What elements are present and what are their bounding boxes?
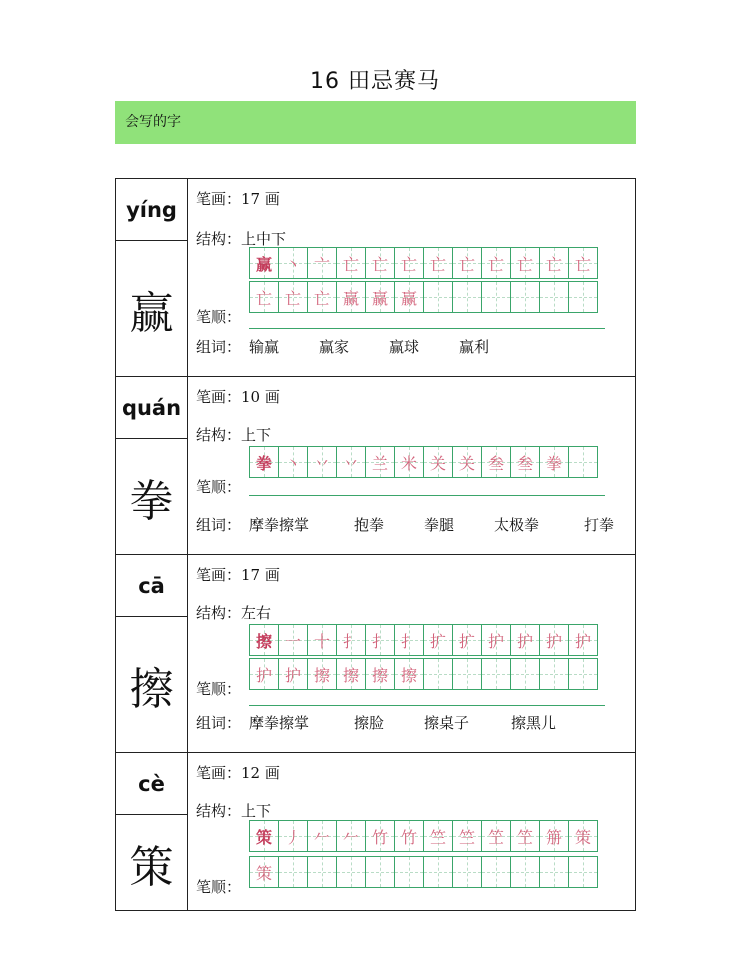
stroke-count-label: 笔画： [196, 566, 242, 584]
stroke-count-label: 笔画： [196, 764, 242, 782]
stroke-step-cell [337, 625, 366, 655]
stroke-step-glyph: 十 [313, 631, 330, 651]
stroke-step-glyph: 叁 [516, 453, 533, 473]
stroke-step-glyph: 竺 [458, 827, 475, 847]
pinyin: quán [116, 377, 187, 439]
stroke-step-cell [569, 625, 598, 655]
stroke-step-glyph: 竹 [371, 827, 388, 847]
stroke-step-glyph: 擦 [371, 665, 388, 685]
word-list-label: 组词： [196, 714, 242, 732]
stroke-step-cell [540, 248, 569, 278]
section-header [115, 101, 636, 144]
pinyin: cè [116, 753, 187, 815]
stroke-step-cell [569, 282, 598, 312]
stroke-order-grid [249, 856, 598, 888]
stroke-step-cell [511, 821, 540, 851]
stroke-step-cell [511, 447, 540, 477]
stroke-step-cell [540, 857, 569, 887]
stroke-step-cell [308, 821, 337, 851]
stroke-step-glyph: 笧 [545, 827, 562, 847]
stroke-step-cell [453, 659, 482, 689]
stroke-order-label-line-label: 笔顺： [196, 308, 242, 326]
stroke-step-cell [279, 447, 308, 477]
stroke-step-cell [366, 857, 395, 887]
stroke-order-label-line-label: 笔顺： [196, 478, 242, 496]
stroke-step-glyph: 亡 [429, 254, 446, 274]
stroke-step-cell [395, 821, 424, 851]
section-label: 会写的字 [125, 114, 181, 130]
stroke-count-value: 12 画 [241, 764, 280, 782]
structure-label: 结构： [196, 802, 242, 820]
stroke-step-cell [453, 625, 482, 655]
word-item: 赢球 [389, 338, 420, 356]
stroke-step-cell [279, 248, 308, 278]
stroke-step-glyph: 策 [255, 863, 272, 883]
structure [196, 602, 271, 623]
stroke-step-cell [279, 857, 308, 887]
stroke-step-cell [250, 248, 279, 278]
structure-label: 结构： [196, 604, 242, 622]
stroke-step-glyph: 𠂉 [313, 827, 330, 847]
stroke-step-cell [395, 447, 424, 477]
stroke-order-label-line [196, 876, 241, 897]
stroke-step-cell [453, 248, 482, 278]
stroke-count-label: 笔画： [196, 388, 242, 406]
stroke-step-cell [569, 659, 598, 689]
word-item: 赢利 [459, 338, 490, 356]
stroke-count-value: 17 画 [241, 566, 280, 584]
stroke-step-glyph: 笁 [487, 827, 504, 847]
stroke-order-label-line-label: 笔顺： [196, 878, 242, 896]
character-details [188, 555, 635, 752]
stroke-step-glyph: 擦 [400, 665, 417, 685]
stroke-order-grid [249, 446, 598, 478]
stroke-step-glyph: 护 [574, 631, 591, 651]
stroke-step-cell [308, 857, 337, 887]
stroke-step-cell [424, 857, 453, 887]
stroke-step-glyph: 扌 [342, 631, 359, 651]
stroke-order-grid [249, 624, 598, 656]
stroke-order-label-line [196, 476, 241, 497]
stroke-step-cell [511, 659, 540, 689]
word-list-label: 组词： [196, 516, 242, 534]
page-title: 16 田忌赛马 [310, 69, 440, 94]
word-item: 抱拳 [354, 516, 385, 534]
stroke-count [196, 188, 280, 209]
stroke-order-grid [249, 658, 598, 690]
stroke-order-grid [249, 820, 598, 852]
stroke-step-cell [250, 857, 279, 887]
stroke-count [196, 762, 280, 783]
stroke-order-label-line [196, 306, 241, 327]
stroke-step-cell [308, 282, 337, 312]
stroke-step-cell [540, 447, 569, 477]
character-column [116, 753, 188, 910]
character-details [188, 753, 635, 910]
stroke-step-cell [511, 857, 540, 887]
word-item: 输赢 [249, 338, 280, 356]
stroke-count-label: 笔画： [196, 190, 242, 208]
word-item: 摩拳擦掌 [249, 714, 310, 732]
stroke-step-glyph: 策 [574, 827, 591, 847]
stroke-step-glyph: 丶 [284, 453, 301, 473]
character-column [116, 179, 188, 376]
word-item: 擦脸 [354, 714, 385, 732]
stroke-step-glyph: 叁 [487, 453, 504, 473]
character-entry [116, 179, 635, 377]
stroke-step-cell [424, 248, 453, 278]
stroke-step-cell [540, 282, 569, 312]
stroke-step-glyph: 丶 [284, 254, 301, 274]
structure [196, 800, 271, 821]
word-list [196, 336, 490, 357]
structure [196, 228, 286, 249]
stroke-step-cell [424, 625, 453, 655]
stroke-step-cell [511, 625, 540, 655]
stroke-step-glyph: 丷 [313, 453, 330, 473]
stroke-step-glyph: 护 [545, 631, 562, 651]
stroke-step-cell [337, 248, 366, 278]
structure-label: 结构： [196, 426, 242, 444]
stroke-step-glyph: 擦 [313, 665, 330, 685]
stroke-step-cell [366, 248, 395, 278]
stroke-step-glyph: 赢 [371, 288, 388, 308]
structure [196, 424, 271, 445]
stroke-order-label-line [196, 678, 241, 699]
stroke-step-cell [424, 659, 453, 689]
stroke-step-cell [511, 248, 540, 278]
stroke-step-glyph: 赢 [255, 254, 272, 274]
model-character: 赢 [129, 287, 174, 339]
stroke-step-glyph: 护 [284, 665, 301, 685]
stroke-step-glyph: 赢 [342, 288, 359, 308]
stroke-step-glyph: 关 [458, 453, 475, 473]
word-item: 擦桌子 [424, 714, 470, 732]
character-sheet [115, 178, 636, 911]
stroke-step-cell [569, 857, 598, 887]
character-entry [116, 377, 635, 555]
stroke-step-cell [453, 447, 482, 477]
stroke-step-cell [308, 659, 337, 689]
model-character: 拳 [129, 475, 174, 527]
stroke-step-glyph: 亡 [574, 254, 591, 274]
character-entry [116, 753, 635, 911]
grid-baseline [249, 495, 605, 496]
pinyin: yíng [116, 179, 187, 241]
stroke-step-cell [569, 447, 598, 477]
stroke-step-glyph: 丿 [284, 827, 301, 847]
stroke-step-cell [540, 659, 569, 689]
stroke-step-cell [366, 659, 395, 689]
stroke-step-glyph: 护 [516, 631, 533, 651]
stroke-step-cell [250, 821, 279, 851]
stroke-step-cell [337, 447, 366, 477]
stroke-step-cell [482, 625, 511, 655]
stroke-step-glyph: 亡 [284, 288, 301, 308]
structure-value: 上下 [241, 426, 272, 444]
stroke-step-glyph: 亡 [371, 254, 388, 274]
stroke-step-glyph: 𠂉 [342, 827, 359, 847]
stroke-step-cell [366, 282, 395, 312]
stroke-count-value: 10 画 [241, 388, 280, 406]
word-item: 太极拳 [494, 516, 540, 534]
stroke-step-glyph: 关 [429, 453, 446, 473]
model-character: 策 [129, 841, 174, 893]
stroke-step-glyph: 擦 [342, 665, 359, 685]
stroke-step-glyph: 扌 [400, 631, 417, 651]
stroke-step-glyph: 亡 [400, 254, 417, 274]
stroke-count-value: 17 画 [241, 190, 280, 208]
stroke-step-glyph: 竹 [400, 827, 417, 847]
stroke-step-glyph: 赢 [400, 288, 417, 308]
stroke-step-cell [482, 248, 511, 278]
stroke-step-glyph: 丷 [342, 453, 359, 473]
stroke-step-glyph: 扩 [429, 631, 446, 651]
stroke-step-cell [569, 821, 598, 851]
stroke-step-glyph: 亡 [545, 254, 562, 274]
stroke-step-glyph: 亡 [487, 254, 504, 274]
stroke-step-cell [366, 625, 395, 655]
stroke-step-cell [279, 821, 308, 851]
character-entry [116, 555, 635, 753]
word-item: 摩拳擦掌 [249, 516, 310, 534]
stroke-step-cell [395, 282, 424, 312]
stroke-step-cell [250, 625, 279, 655]
stroke-step-cell [453, 857, 482, 887]
structure-label: 结构： [196, 230, 242, 248]
word-item: 擦黑儿 [511, 714, 557, 732]
character-column [116, 555, 188, 752]
stroke-step-cell [308, 447, 337, 477]
stroke-step-glyph: 笁 [516, 827, 533, 847]
word-list [196, 712, 557, 733]
stroke-step-cell [482, 282, 511, 312]
character-column [116, 377, 188, 554]
structure-value: 上中下 [241, 230, 287, 248]
stroke-step-glyph: 擦 [255, 631, 272, 651]
stroke-step-glyph: 兰 [371, 453, 388, 473]
stroke-step-cell [366, 821, 395, 851]
stroke-step-cell [482, 857, 511, 887]
stroke-count [196, 386, 280, 407]
stroke-step-glyph: 亡 [342, 254, 359, 274]
stroke-step-cell [279, 659, 308, 689]
stroke-order-grid [249, 247, 598, 279]
stroke-step-cell [250, 659, 279, 689]
stroke-step-cell [337, 282, 366, 312]
stroke-step-glyph: 扌 [371, 631, 388, 651]
stroke-step-glyph: 亡 [255, 288, 272, 308]
stroke-step-glyph: 拳 [545, 453, 562, 473]
stroke-step-cell [395, 625, 424, 655]
grid-baseline [249, 328, 605, 329]
stroke-step-cell [424, 282, 453, 312]
stroke-step-cell [395, 659, 424, 689]
stroke-step-cell [453, 282, 482, 312]
stroke-step-cell [366, 447, 395, 477]
structure-value: 上下 [241, 802, 272, 820]
stroke-step-cell [540, 821, 569, 851]
word-item: 打拳 [584, 516, 615, 534]
stroke-step-cell [337, 821, 366, 851]
stroke-step-glyph: 米 [400, 453, 417, 473]
stroke-step-glyph: 竺 [429, 827, 446, 847]
grid-baseline [249, 705, 605, 706]
stroke-step-cell [279, 282, 308, 312]
word-list-label: 组词： [196, 338, 242, 356]
stroke-step-cell [424, 821, 453, 851]
stroke-step-glyph: 亡 [458, 254, 475, 274]
stroke-step-glyph: 策 [255, 827, 272, 847]
stroke-step-cell [482, 821, 511, 851]
stroke-step-cell [482, 447, 511, 477]
stroke-step-cell [279, 625, 308, 655]
stroke-step-glyph: 护 [487, 631, 504, 651]
stroke-step-cell [337, 659, 366, 689]
stroke-step-glyph: 亡 [516, 254, 533, 274]
stroke-step-glyph: 扩 [458, 631, 475, 651]
stroke-step-glyph: 亡 [313, 288, 330, 308]
stroke-step-cell [250, 282, 279, 312]
stroke-step-cell [540, 625, 569, 655]
stroke-step-glyph: 拳 [255, 453, 272, 473]
stroke-step-cell [395, 248, 424, 278]
stroke-step-glyph: 一 [284, 631, 301, 651]
stroke-step-glyph: 护 [255, 665, 272, 685]
stroke-step-cell [250, 447, 279, 477]
character-details [188, 179, 635, 376]
stroke-step-cell [308, 625, 337, 655]
structure-value: 左右 [241, 604, 272, 622]
stroke-step-cell [308, 248, 337, 278]
stroke-step-cell [511, 282, 540, 312]
stroke-step-cell [453, 821, 482, 851]
stroke-step-cell [424, 447, 453, 477]
stroke-order-label-line-label: 笔顺： [196, 680, 242, 698]
stroke-step-glyph: 亠 [313, 254, 330, 274]
stroke-step-cell [569, 248, 598, 278]
stroke-step-cell [337, 857, 366, 887]
character-details [188, 377, 635, 554]
stroke-order-grid [249, 281, 598, 313]
stroke-step-cell [482, 659, 511, 689]
pinyin: cā [116, 555, 187, 617]
word-item: 赢家 [319, 338, 350, 356]
model-character: 擦 [129, 663, 174, 715]
word-item: 拳腿 [424, 516, 455, 534]
stroke-step-cell [395, 857, 424, 887]
word-list [196, 514, 615, 535]
stroke-count [196, 564, 280, 585]
